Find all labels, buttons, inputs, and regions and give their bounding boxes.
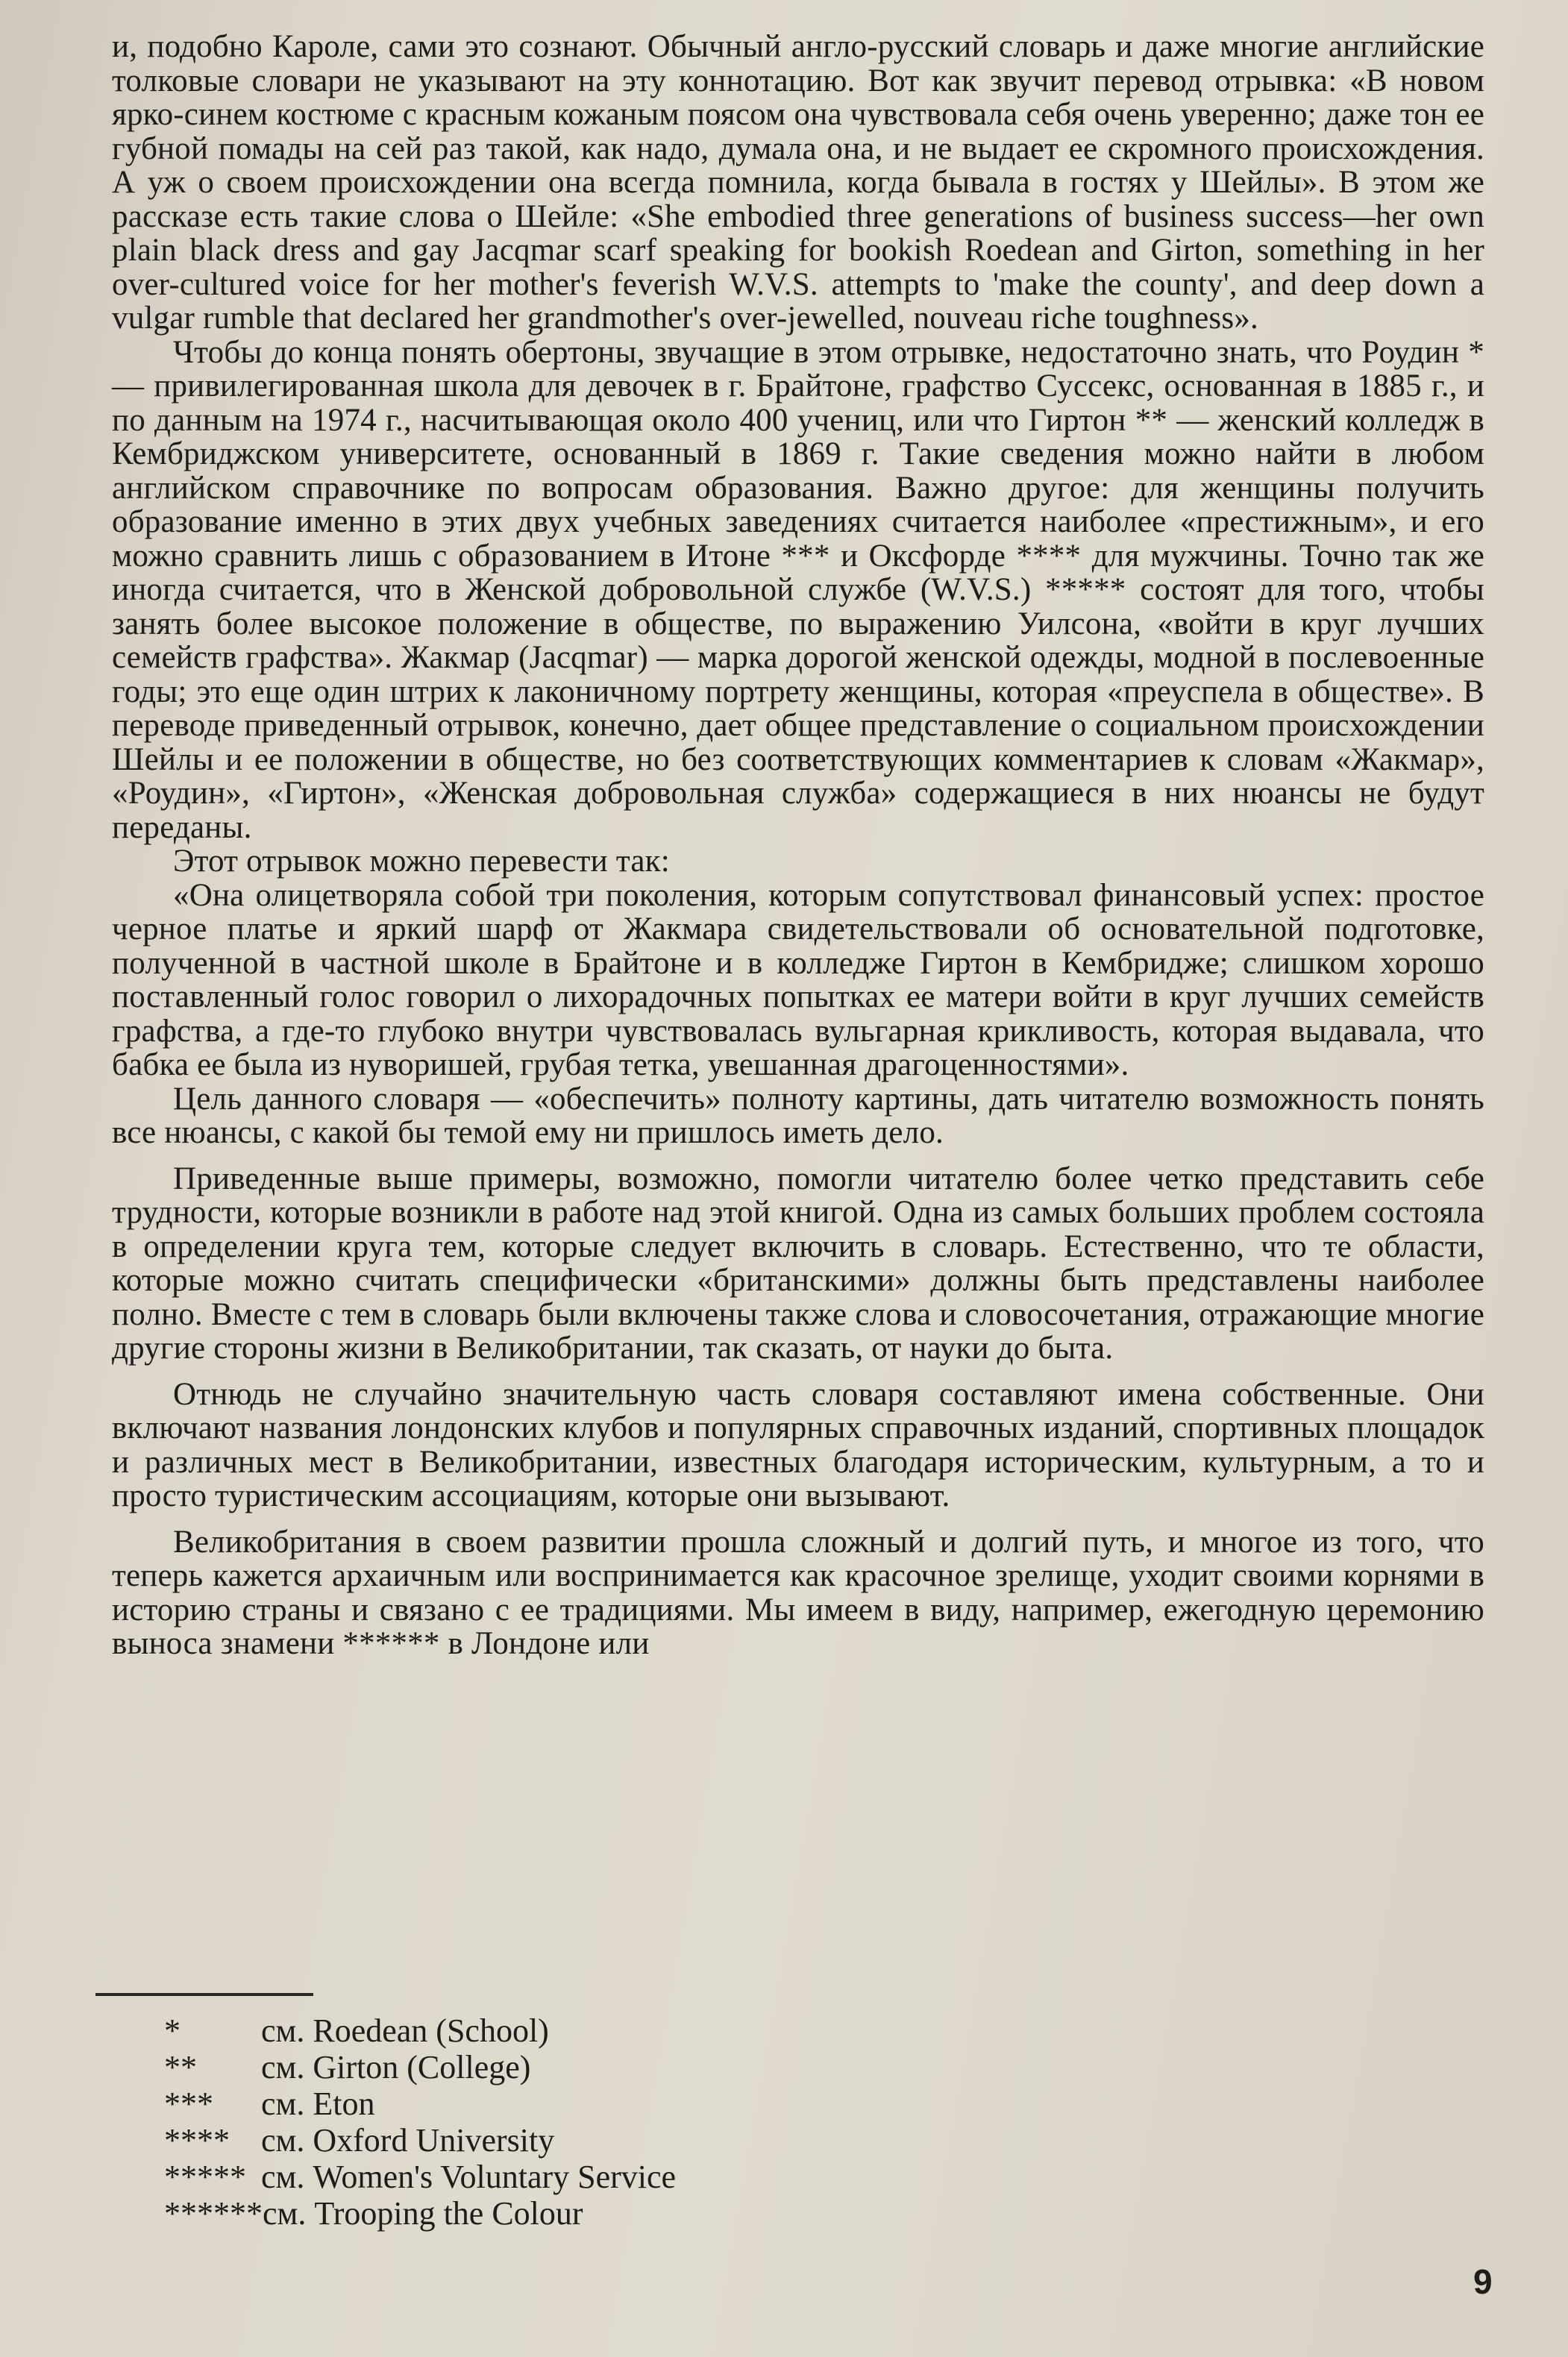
footnote-item	[164, 2195, 1059, 2232]
paragraph-6: Приведенные выше примеры, возможно, помогли читателю более четко представить себе трудности, которые возникли в работе над этой книгой. Одна из самых больших проблем состояла в определении круга тем, которые следует включить в словарь. Естественно, что те области, которые можно считать специфически «британскими» должны быть представлены наиболее полно. Вместе с тем в словарь были включены также слова и словосочетания, отражающие многие другие стороны жизни в Великобритании, так сказать, от науки до быта.	[112, 1161, 1484, 1366]
footnote-mark: *****	[164, 2159, 246, 2195]
footnote-mark: ***	[164, 2085, 213, 2122]
footnote-text: см. Roedean (School)	[261, 2012, 549, 2049]
paragraph-5: Цель данного словаря — «обеспечить» полноту картины, дать читателю возможность понять все нюансы, с какой бы темой ему ни пришлось иметь дело.	[112, 1081, 1484, 1150]
footnote-item	[164, 2085, 1059, 2122]
footnote-mark: ******	[164, 2195, 263, 2232]
footnote-text: см. Oxford University	[261, 2122, 555, 2159]
footnote-item	[164, 2012, 1059, 2049]
paragraph-7: Отнюдь не случайно значительную часть словаря составляют имена собственные. Они включают названия лондонских клубов и популярных справочных изданий, спортивных площадок и различных мест в Великобритании, известных благодаря историческим, культурным, а то и просто туристическим ассоциациям, которые они вызывают.	[112, 1376, 1484, 1513]
footnote-item	[164, 2122, 1059, 2159]
paragraph-4-quote: «Она олицетворяла собой три поколения, которым сопутствовал финансовый успех: простое черное платье и яркий шарф от Жакмара свидетельствовали об основательной подготовке, полученной в частной школе в Брайтоне и в колледже Гиртон в Кембридже; слишком хорошо поставленный голос говорил о лихорадочных попытках ее матери войти в круг лучших семейств графства, а где-то глубоко внутри чувствовалась вульгарная крикливость, которая выдавала, что бабка ее была из нуворишей, грубая тетка, увешанная драгоценностями».	[112, 877, 1484, 1082]
footnote-item	[164, 2049, 1059, 2085]
footnote-divider	[95, 1993, 313, 1996]
paragraph-8: Великобритания в своем развитии прошла сложный и долгий путь, и многое из того, что теперь кажется архаичным или воспринимается как красочное зрелище, уходит своими корнями в историю страны и связано с ее традициями. Мы имеем в виду, например, ежегодную церемонию выноса знамени ****** в Лондоне или	[112, 1524, 1484, 1661]
footnote-mark: *	[164, 2012, 181, 2049]
main-text	[112, 30, 1484, 1661]
footnote-text: см. Girton (College)	[261, 2049, 531, 2085]
page-number: 9	[1473, 2262, 1493, 2301]
footnote-mark: ****	[164, 2122, 230, 2159]
footnote-text: см. Eton	[261, 2085, 375, 2122]
footnote-text: см. Trooping the Colour	[263, 2195, 583, 2232]
paragraph-1: и, подобно Кароле, сами это сознают. Обычный англо-русский словарь и даже многие английские толковые словари не указывают на эту коннотацию. Вот как звучит перевод отрывка: «В новом ярко-синем костюме с красным кожаным поясом она чувствовала себя очень уверенно; даже тон ее губной помады на сей раз такой, как надо, думала она, и не выдает ее скромного происхождения. А уж о своем происхождении она всегда помнила, когда бывала в гостях у Шейлы». В этом же рассказе есть такие слова о Шейле: «She embodied three generations of business success—her own plain black dress and gay Jacqmar scarf speaking for bookish Roedean and Girton, something in her over-cultured voice for her mother's feverish W.V.S. attempts to 'make the county', and deep down a vulgar rumble that declared her grandmother's over-jewelled, nouveau riche toughness».	[112, 29, 1484, 336]
footnote-text: см. Women's Voluntary Service	[261, 2159, 677, 2195]
paragraph-2: Чтобы до конца понять обертоны, звучащие в этом отрывке, недостаточно знать, что Роудин * — привилегированная школа для девочек в г. Брайтоне, графство Суссекс, основанная в 1885 г., и по данным на 1974 г., насчитывающая около 400 учениц, или что Гиртон ** — женский колледж в Кембриджском университете, основанный в 1869 г. Такие сведения можно найти в любом английском справочнике по вопросам образования. Важно другое: для женщины получить образование именно в этих двух учебных заведениях считается наиболее «престижным», и его можно сравнить лишь с образованием в Итоне *** и Оксфорде **** для мужчины. Точно так же иногда считается, что в Женской добровольной службе (W.V.S.) ***** состоят для того, чтобы занять более высокое положение в обществе, по выражению Уилсона, «войти в круг лучших семейств графства». Жакмар (Jacqmar) — марка дорогой женской одежды, модной в послевоенные годы; это еще один штрих к лаконичному портрету женщины, которая «преуспела в обществе». В переводе приведенный отрывок, конечно, дает общее представление о социальном происхождении Шейлы и ее положении в обществе, но без соответствующих комментариев к словам «Жакмар», «Роудин», «Гиртон», «Женская добровольная служба» содержащиеся в них нюансы не будут переданы.	[112, 334, 1484, 845]
footnote-mark: **	[164, 2049, 197, 2085]
footnotes	[164, 2012, 1059, 2232]
footnote-item	[164, 2159, 1059, 2195]
paragraph-3: Этот отрывок можно перевести так:	[173, 844, 670, 879]
